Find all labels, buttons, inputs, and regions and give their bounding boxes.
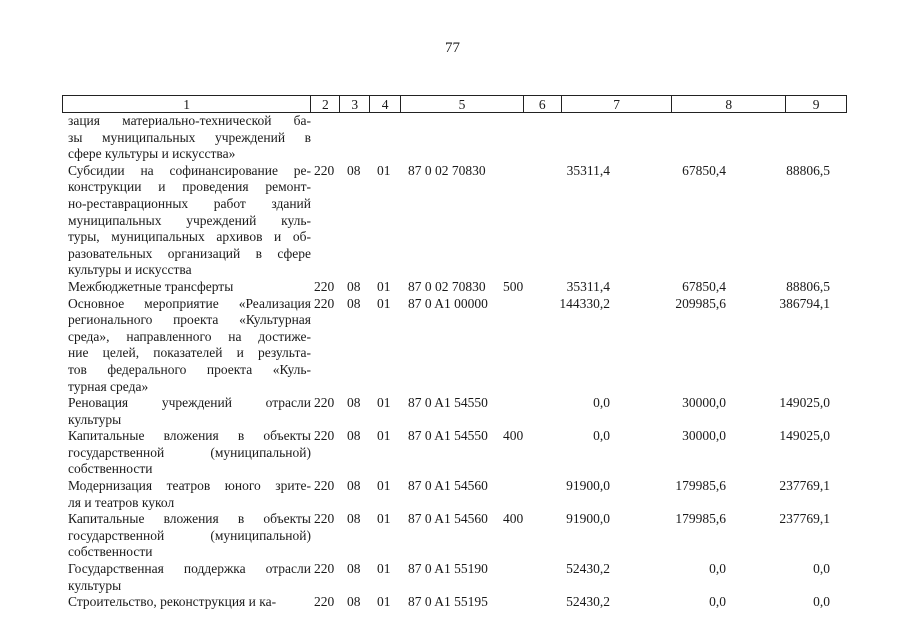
cell-vr: 400: [503, 428, 524, 444]
description-line: конструкции и проведения ремонт-: [68, 179, 311, 195]
cell-pr: 01: [377, 278, 391, 294]
header-col-2: 2: [311, 96, 340, 112]
description-line: Государственная поддержка отрасли: [68, 561, 311, 577]
description-line: турная среда»: [68, 378, 149, 394]
page-number: 77: [445, 40, 460, 56]
cell-amount-year3: 237769,1: [779, 511, 830, 527]
cell-amount-year3: 88806,5: [786, 278, 830, 294]
cell-gr: 220: [314, 428, 335, 444]
cell-gr: 220: [314, 561, 335, 577]
description-line: Субсидии на софинансирование ре-: [68, 162, 311, 178]
description-line: Межбюджетные трансферты: [68, 278, 234, 294]
row-description: [62, 428, 311, 478]
header-col-1: 1: [63, 96, 311, 112]
cell-pr: 01: [377, 395, 391, 411]
cell-gr: 220: [314, 278, 335, 294]
cell-csr: 87 0 A1 55190: [408, 561, 488, 577]
cell-pr: 01: [377, 511, 391, 527]
table-header: [62, 95, 847, 113]
header-col-9: 9: [812, 97, 820, 112]
row-description: [62, 113, 311, 163]
cell-amount-year2: 179985,6: [675, 511, 726, 527]
description-line: государственной (муниципальной): [68, 444, 311, 460]
description-line: туры, муниципальных архивов и об-: [68, 229, 311, 245]
cell-pr: 01: [377, 594, 391, 610]
cell-gr: 220: [314, 478, 335, 494]
description-line: культуры и искусства: [68, 262, 192, 278]
cell-csr: 87 0 A1 54550: [408, 395, 488, 411]
cell-gr: 220: [314, 295, 335, 311]
description-line: государственной (муниципальной): [68, 527, 311, 543]
cell-vr: 400: [503, 511, 524, 527]
row-description: [62, 279, 311, 296]
cell-amount-year1: 91900,0: [566, 511, 610, 527]
table-row: [62, 428, 852, 478]
cell-pr: 01: [377, 478, 391, 494]
header-col-7: 7: [562, 96, 673, 112]
table-row: [62, 395, 852, 428]
cell-amount-year2: 67850,4: [682, 278, 726, 294]
cell-rz: 08: [347, 278, 361, 294]
header-col-5: 5: [401, 96, 524, 112]
table-row: [62, 163, 852, 279]
cell-pr: 01: [377, 428, 391, 444]
cell-csr: 87 0 A1 00000: [408, 295, 488, 311]
cell-amount-year1: 144330,2: [559, 295, 610, 311]
table-row: [62, 113, 852, 163]
description-line: Модернизация театров юного зрите-: [68, 478, 311, 494]
description-line: муниципальных учреждений куль-: [68, 212, 311, 228]
cell-rz: 08: [347, 511, 361, 527]
description-line: Капитальные вложения в объекты: [68, 511, 311, 527]
header-col-6: 6: [524, 96, 562, 112]
description-line: среда», направленного на достиже-: [68, 328, 311, 344]
table-row: [62, 561, 852, 594]
description-line: Капитальные вложения в объекты: [68, 428, 311, 444]
cell-amount-year2: 0,0: [709, 594, 726, 610]
cell-pr: 01: [377, 162, 391, 178]
cell-csr: 87 0 A1 54560: [408, 478, 488, 494]
cell-rz: 08: [347, 162, 361, 178]
cell-amount-year2: 179985,6: [675, 478, 726, 494]
cell-rz: 08: [347, 594, 361, 610]
cell-gr: 220: [314, 511, 335, 527]
cell-gr: 220: [314, 162, 335, 178]
cell-amount-year2: 30000,0: [682, 428, 726, 444]
table-row: [62, 594, 852, 611]
cell-amount-year1: 0,0: [593, 395, 610, 411]
description-line: собственности: [68, 544, 153, 560]
cell-csr: 87 0 02 70830: [408, 278, 486, 294]
header-col-8: 8: [672, 96, 786, 112]
header-col-4: 4: [370, 96, 401, 112]
cell-amount-year1: 91900,0: [566, 478, 610, 494]
table-row: [62, 511, 852, 561]
cell-amount-year2: 209985,6: [675, 295, 726, 311]
cell-amount-year2: 0,0: [709, 561, 726, 577]
cell-csr: 87 0 A1 55195: [408, 594, 488, 610]
cell-amount-year3: 0,0: [813, 561, 830, 577]
description-line: разовательных организаций в сфере: [68, 245, 311, 261]
cell-amount-year3: 149025,0: [779, 428, 830, 444]
row-description: [62, 511, 311, 561]
cell-amount-year2: 67850,4: [682, 162, 726, 178]
cell-vr: 500: [503, 278, 524, 294]
cell-rz: 08: [347, 395, 361, 411]
row-description: [62, 296, 311, 396]
table-body: [62, 113, 852, 611]
description-line: ля и театров кукол: [68, 494, 175, 510]
cell-gr: 220: [314, 395, 335, 411]
table-row: [62, 478, 852, 511]
cell-csr: 87 0 A1 54550: [408, 428, 488, 444]
description-line: культуры: [68, 577, 122, 593]
cell-amount-year1: 0,0: [593, 428, 610, 444]
cell-rz: 08: [347, 561, 361, 577]
cell-amount-year1: 52430,2: [566, 561, 610, 577]
row-description: [62, 561, 311, 594]
cell-amount-year1: 35311,4: [566, 278, 610, 294]
cell-amount-year1: 52430,2: [566, 594, 610, 610]
description-line: зация материально-технической ба-: [68, 113, 311, 128]
description-line: тов федерального проекта «Куль-: [68, 361, 311, 377]
row-description: [62, 395, 311, 428]
cell-amount-year3: 386794,1: [779, 295, 830, 311]
cell-amount-year1: 35311,4: [566, 162, 610, 178]
row-description: [62, 163, 311, 279]
description-line: сфере культуры и искусства»: [68, 146, 236, 162]
description-line: регионального проекта «Культурная: [68, 312, 311, 328]
cell-csr: 87 0 02 70830: [408, 162, 486, 178]
cell-rz: 08: [347, 478, 361, 494]
cell-amount-year3: 0,0: [813, 594, 830, 610]
table-row: [62, 279, 852, 296]
cell-amount-year2: 30000,0: [682, 395, 726, 411]
cell-pr: 01: [377, 561, 391, 577]
description-line: собственности: [68, 461, 153, 477]
cell-rz: 08: [347, 428, 361, 444]
cell-gr: 220: [314, 594, 335, 610]
description-line: Строительство, реконструкция и ка-: [68, 594, 277, 610]
cell-rz: 08: [347, 295, 361, 311]
cell-amount-year3: 237769,1: [779, 478, 830, 494]
cell-amount-year3: 88806,5: [786, 162, 830, 178]
header-col-3: 3: [340, 96, 370, 112]
cell-pr: 01: [377, 295, 391, 311]
cell-amount-year3: 149025,0: [779, 395, 830, 411]
description-line: Основное мероприятие «Реализация: [68, 295, 311, 311]
description-line: Реновация учреждений отрасли: [68, 395, 311, 411]
cell-csr: 87 0 A1 54560: [408, 511, 488, 527]
description-line: но-реставрационных работ зданий: [68, 195, 311, 211]
description-line: культуры: [68, 411, 122, 427]
row-description: [62, 594, 311, 611]
table-row: [62, 296, 852, 396]
row-description: [62, 478, 311, 511]
description-line: зы муниципальных учреждений в: [68, 129, 311, 145]
description-line: ние целей, показателей и результа-: [68, 345, 311, 361]
